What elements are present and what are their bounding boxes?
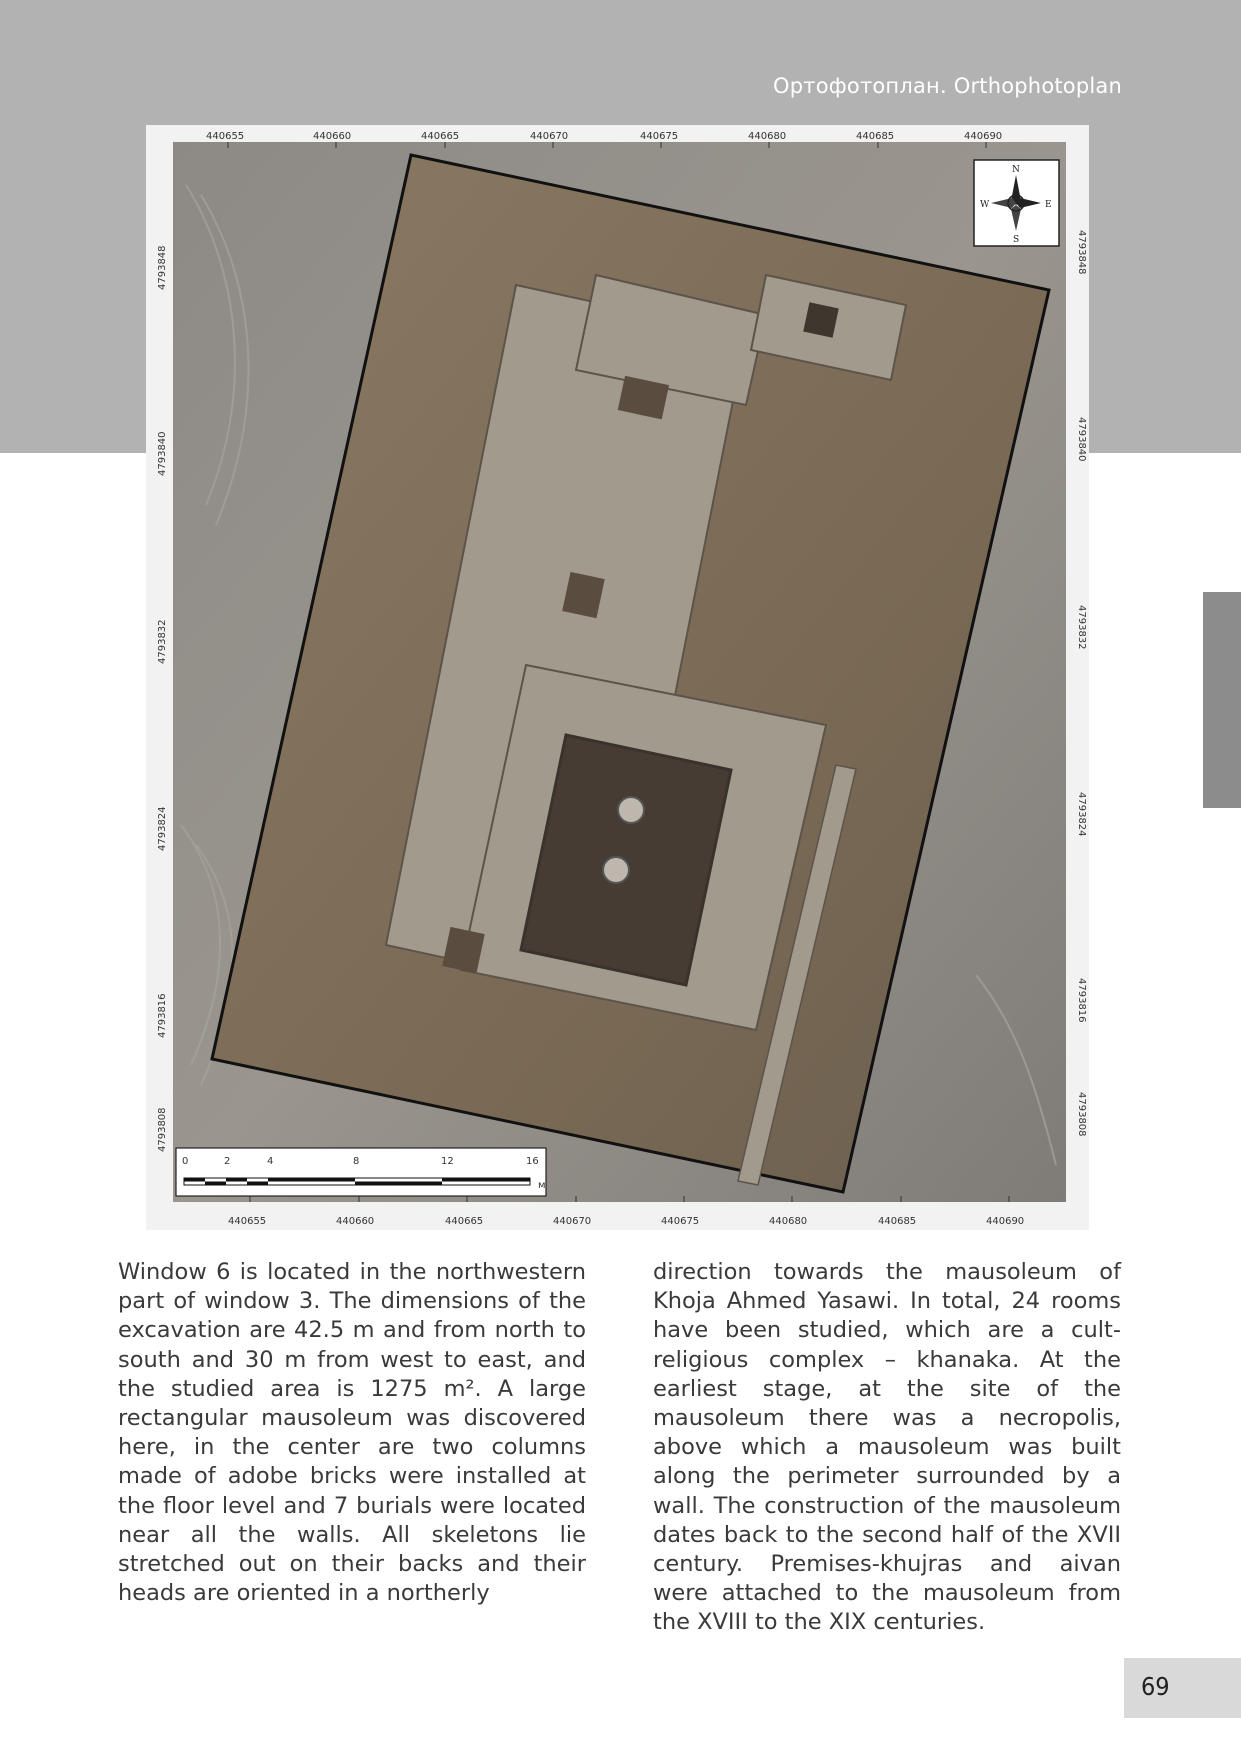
svg-text:440675: 440675 xyxy=(661,1216,700,1227)
svg-text:440655: 440655 xyxy=(206,131,245,142)
svg-text:4793832: 4793832 xyxy=(1076,605,1087,650)
compass-rose-icon xyxy=(974,160,1059,246)
svg-text:4793848: 4793848 xyxy=(157,245,168,290)
svg-text:0: 0 xyxy=(182,1156,189,1167)
svg-text:4793824: 4793824 xyxy=(157,806,168,851)
left-tick-labels xyxy=(157,245,168,1152)
svg-text:440670: 440670 xyxy=(553,1216,592,1227)
svg-text:440665: 440665 xyxy=(421,131,460,142)
svg-text:8: 8 xyxy=(353,1156,360,1167)
svg-text:440660: 440660 xyxy=(313,131,352,142)
svg-text:440670: 440670 xyxy=(530,131,569,142)
svg-text:4793816: 4793816 xyxy=(1076,978,1087,1023)
svg-text:440690: 440690 xyxy=(964,131,1003,142)
right-tick-labels xyxy=(1076,230,1087,1137)
svg-text:4793840: 4793840 xyxy=(157,431,168,476)
svg-text:440665: 440665 xyxy=(445,1216,484,1227)
body-text-right: direction towards the mausoleum of Khoja Ahmed Yasawi. In total, 24 rooms have been studied, which are a cult-religious complex – khanaka. At the earliest stage, at the site of the mausoleum there was a necropolis, above which a mausoleum was built along the perimeter surrounded by a wall. The construction of the mausoleum dates back to the second half of the XVII century. Premises-khujras and aivan were attached to the mausoleum from the XVIII to the XIX centuries. xyxy=(653,1259,1121,1636)
svg-text:440685: 440685 xyxy=(878,1216,917,1227)
svg-text:4793808: 4793808 xyxy=(1076,1092,1087,1137)
svg-text:N: N xyxy=(1012,165,1020,175)
svg-text:S: S xyxy=(1013,235,1020,245)
svg-text:4793808: 4793808 xyxy=(157,1107,168,1152)
svg-text:16: 16 xyxy=(526,1156,539,1167)
svg-text:4793840: 4793840 xyxy=(1076,417,1087,462)
svg-text:440675: 440675 xyxy=(640,131,679,142)
figure-caption: Ортофотоплан. Orthophotoplan xyxy=(773,74,1122,98)
svg-text:12: 12 xyxy=(441,1156,454,1167)
body-text-left: Window 6 is located in the northwestern part of window 3. The dimensions of the excavation are 42.5 m and from north to south and 30 m from west to east, and the studied area is 1275 m². A large rectangular mausoleum was discovered here, in the center are two columns made of adobe bricks were installed at the floor level and 7 burials were located near all the walls. All skeletons lie stretched out on their backs and their heads are oriented in a northerly xyxy=(118,1259,586,1607)
column-1 xyxy=(618,797,644,823)
svg-text:2: 2 xyxy=(224,1156,231,1167)
svg-text:4793832: 4793832 xyxy=(157,619,168,664)
svg-text:440680: 440680 xyxy=(769,1216,808,1227)
scale-bar xyxy=(176,1148,546,1196)
svg-text:440690: 440690 xyxy=(986,1216,1025,1227)
top-tick-labels xyxy=(206,131,1002,142)
svg-text:E: E xyxy=(1045,200,1052,210)
svg-text:4793848: 4793848 xyxy=(1076,230,1087,275)
svg-text:440680: 440680 xyxy=(748,131,787,142)
section-tab xyxy=(1203,592,1241,808)
orthophoto-map xyxy=(146,125,1089,1230)
svg-text:4793816: 4793816 xyxy=(157,993,168,1038)
svg-text:м: м xyxy=(538,1180,546,1191)
bottom-tick-labels xyxy=(228,1216,1024,1227)
page-number: 69 xyxy=(1141,1672,1170,1701)
svg-text:W: W xyxy=(980,200,990,210)
column-2 xyxy=(603,857,629,883)
svg-text:440655: 440655 xyxy=(228,1216,267,1227)
svg-text:440685: 440685 xyxy=(856,131,895,142)
svg-text:440660: 440660 xyxy=(336,1216,375,1227)
svg-text:4: 4 xyxy=(267,1156,274,1167)
svg-text:4793824: 4793824 xyxy=(1076,792,1087,837)
